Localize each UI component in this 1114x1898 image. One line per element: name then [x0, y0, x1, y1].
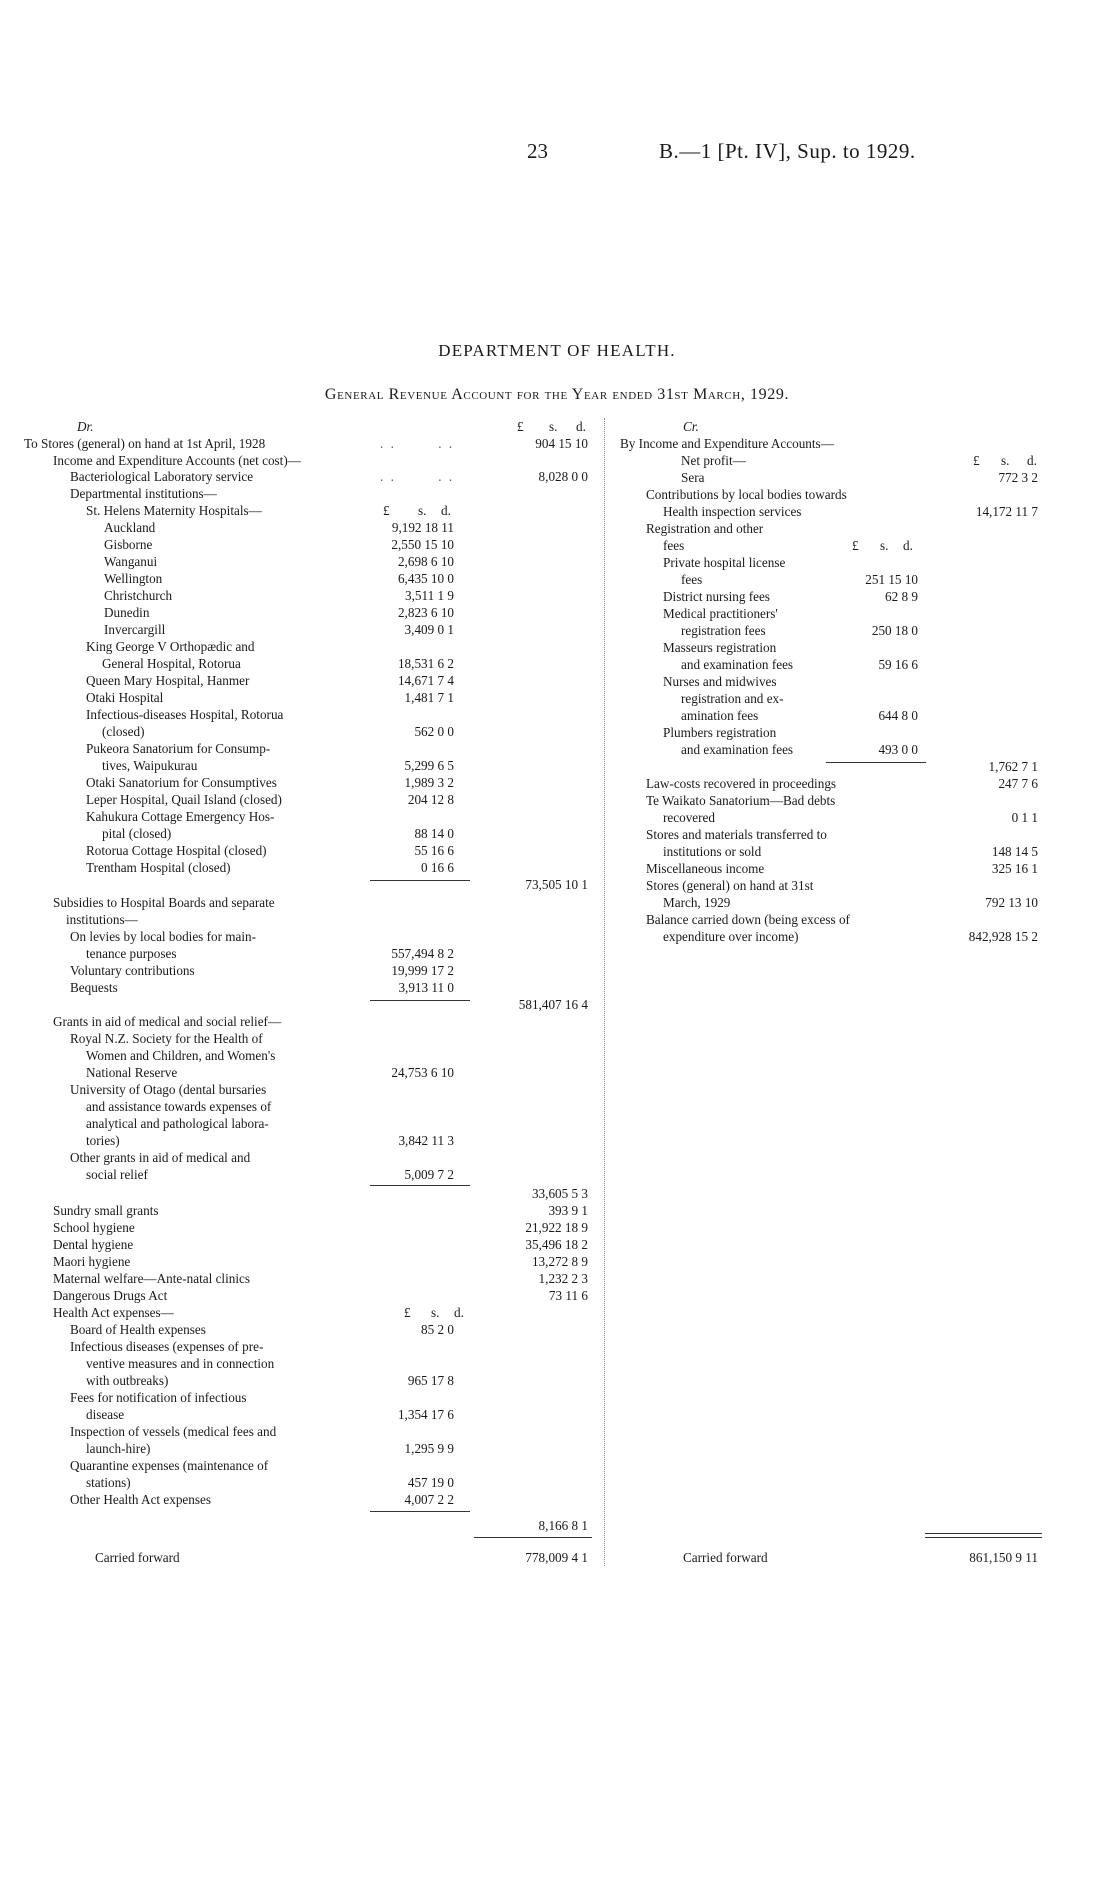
- maternity-amount: 3,511 1 9: [405, 588, 454, 603]
- contributions-label-cont: Health inspection services: [663, 504, 802, 519]
- vessel-inspection-amount: 1,295 9 9: [404, 1441, 454, 1456]
- nurses-label-cont: amination fees: [681, 708, 759, 723]
- te-waikato-label: Te Waikato Sanatorium—Bad debts: [646, 793, 836, 808]
- nurses-label-cont: registration and ex-: [681, 691, 784, 706]
- stores-transferred-amount: 148 14 5: [991, 844, 1038, 859]
- infectious-diseases-label-cont: with outbreaks): [86, 1373, 169, 1388]
- maori-hygiene-label: Maori hygiene: [53, 1254, 131, 1269]
- pukeora-amount: 5,299 6 5: [404, 758, 454, 773]
- balance-label-cont: expenditure over income): [663, 929, 799, 944]
- school-hygiene-amount: 21,922 18 9: [525, 1220, 588, 1235]
- medical-practitioners-amount: 250 18 0: [871, 623, 918, 638]
- royal-society-label-cont: Women and Children, and Women's: [86, 1048, 276, 1063]
- levies-amount: 557,494 8 2: [391, 946, 454, 961]
- outer-shilling-head: s.: [549, 419, 558, 434]
- debit-label: Dr.: [77, 419, 94, 434]
- school-hygiene-label: School hygiene: [53, 1220, 135, 1235]
- bequests-amount: 3,913 11 0: [398, 980, 454, 995]
- outer-pound-head: £: [973, 453, 980, 468]
- outer-shilling-head: s.: [1001, 453, 1010, 468]
- masseurs-label: Masseurs registration: [663, 640, 777, 655]
- other-grants-label-cont: social relief: [86, 1167, 148, 1182]
- carried-forward-label: Carried forward: [683, 1550, 768, 1565]
- sera-label: Sera: [681, 470, 705, 485]
- subsidies-heading-cont: institutions—: [66, 912, 138, 927]
- stores-on-hand-label-cont: March, 1929: [663, 895, 731, 910]
- outer-pence-head: d.: [576, 419, 586, 434]
- trentham-label: Trentham Hospital (closed): [86, 860, 231, 875]
- rotorua-cottage-amount: 55 16 6: [414, 843, 454, 858]
- st-helens-heading: St. Helens Maternity Hospitals—: [86, 503, 262, 518]
- bequests-label: Bequests: [70, 980, 118, 995]
- registration-total: 1,762 7 1: [988, 759, 1038, 774]
- quarantine-label: Quarantine expenses (maintenance of: [70, 1458, 269, 1473]
- infectious-hospital-label-cont: (closed): [102, 724, 145, 739]
- kahukura-amount: 88 14 0: [414, 826, 454, 841]
- other-health-act-label: Other Health Act expenses: [70, 1492, 211, 1507]
- contributions-label: Contributions by local bodies towards: [646, 487, 847, 502]
- plumbers-label-cont: and examination fees: [681, 742, 794, 757]
- queen-mary-label: Queen Mary Hospital, Hanmer: [86, 673, 250, 688]
- levies-label-cont: tenance purposes: [86, 946, 177, 961]
- royal-society-amount: 24,753 6 10: [391, 1065, 454, 1080]
- total-rule: [474, 1537, 592, 1538]
- king-george-amount: 18,531 6 2: [397, 656, 454, 671]
- maternal-welfare-amount: 1,232 2 3: [538, 1271, 588, 1286]
- inner-pound-head: £: [852, 538, 859, 553]
- other-health-act-amount: 4,007 2 2: [404, 1492, 454, 1507]
- leper-hospital-amount: 204 12 8: [407, 792, 454, 807]
- plumbers-amount: 493 0 0: [878, 742, 918, 757]
- maternity-amount: 6,435 10 0: [397, 571, 454, 586]
- carried-forward-label: Carried forward: [95, 1550, 180, 1565]
- voluntary-label: Voluntary contributions: [70, 963, 195, 978]
- notification-fees-label-cont: disease: [86, 1407, 125, 1422]
- maternity-amount: 2,698 6 10: [397, 554, 454, 569]
- outer-pound-head: £: [517, 419, 524, 434]
- dangerous-drugs-label: Dangerous Drugs Act: [53, 1288, 168, 1303]
- otago-label-cont: tories): [86, 1133, 120, 1148]
- net-profit-heading: Net profit—: [681, 453, 746, 468]
- inner-shilling-head: s.: [418, 503, 427, 518]
- nurses-amount: 644 8 0: [878, 708, 918, 723]
- royal-society-label-cont: National Reserve: [86, 1065, 178, 1080]
- dangerous-drugs-amount: 73 11 6: [548, 1288, 588, 1303]
- notification-fees-label: Fees for notification of infectious: [70, 1390, 247, 1405]
- other-grants-label: Other grants in aid of medical and: [70, 1150, 251, 1165]
- column-separator: [604, 418, 605, 1566]
- kahukura-label: Kahukura Cottage Emergency Hos-: [86, 809, 275, 824]
- grants-heading: Grants in aid of medical and social relief—: [53, 1014, 282, 1029]
- notification-fees-amount: 1,354 17 6: [397, 1407, 454, 1422]
- king-george-label: King George V Orthopædic and: [86, 639, 255, 654]
- board-of-health-amount: 85 2 0: [421, 1322, 454, 1337]
- stores-opening-label: To Stores (general) on hand at 1st April, 1928: [24, 436, 266, 451]
- total-rule: [925, 1533, 1042, 1534]
- private-hospital-label-cont: fees: [681, 572, 703, 587]
- contributions-amount: 14,172 11 7: [975, 504, 1038, 519]
- district-nursing-amount: 62 8 9: [885, 589, 918, 604]
- infectious-diseases-amount: 965 17 8: [407, 1373, 454, 1388]
- total-rule: [925, 1537, 1042, 1538]
- levies-label: On levies by local bodies for main-: [70, 929, 257, 944]
- income-expenditure-heading: Income and Expenditure Accounts (net cost)—: [53, 453, 301, 468]
- stores-on-hand-amount: 792 13 10: [985, 895, 1038, 910]
- page-number: 23: [527, 139, 548, 163]
- maternity-amount: 2,823 6 10: [397, 605, 454, 620]
- subtotal-rule: [370, 1185, 470, 1186]
- leader-dots: . . . .: [380, 436, 455, 451]
- pukeora-label-cont: tives, Waipukurau: [102, 758, 198, 773]
- medical-practitioners-label-cont: registration fees: [681, 623, 766, 638]
- stores-transferred-label: Stores and materials transferred to: [646, 827, 827, 842]
- carried-forward-amount: 861,150 9 11: [969, 1550, 1038, 1565]
- nurses-label: Nurses and midwives: [663, 674, 777, 689]
- sera-amount: 772 3 2: [998, 470, 1038, 485]
- district-nursing-label: District nursing fees: [663, 589, 770, 604]
- registration-heading: Registration and other: [646, 521, 764, 536]
- inner-pence-head: d.: [441, 503, 451, 518]
- outer-pence-head: d.: [1027, 453, 1037, 468]
- dental-hygiene-label: Dental hygiene: [53, 1237, 134, 1252]
- subsidies-total: 581,407 16 4: [518, 997, 588, 1012]
- maternity-item: Dunedin: [104, 605, 150, 620]
- inner-pound-head: £: [404, 1305, 411, 1320]
- inner-pound-head: £: [383, 503, 390, 518]
- maternity-item: Invercargill: [104, 622, 166, 637]
- health-act-heading: Health Act expenses—: [53, 1305, 174, 1320]
- private-hospital-amount: 251 15 10: [865, 572, 918, 587]
- otago-label-cont: and assistance towards expenses of: [86, 1099, 272, 1114]
- institutions-total: 73,505 10 1: [525, 877, 588, 892]
- vessel-inspection-label-cont: launch-hire): [86, 1441, 151, 1456]
- trentham-amount: 0 16 6: [421, 860, 454, 875]
- page-title: DEPARTMENT OF HEALTH.: [438, 341, 676, 360]
- maternity-item: Christchurch: [104, 588, 173, 603]
- law-costs-amount: 247 7 6: [998, 776, 1038, 791]
- kahukura-label-cont: pital (closed): [102, 826, 172, 841]
- balance-label: Balance carried down (being excess of: [646, 912, 850, 927]
- bacteriological-label: Bacteriological Laboratory service: [70, 469, 254, 484]
- otago-label: University of Otago (dental bursaries: [70, 1082, 267, 1097]
- miscellaneous-amount: 325 16 1: [991, 861, 1038, 876]
- registration-heading-cont: fees: [663, 538, 685, 553]
- otaki-hospital-label: Otaki Hospital: [86, 690, 164, 705]
- by-income-heading: By Income and Expenditure Accounts—: [620, 436, 834, 451]
- subsidies-heading: Subsidies to Hospital Boards and separate: [53, 895, 275, 910]
- inner-shilling-head: s.: [431, 1305, 440, 1320]
- maternity-item: Gisborne: [104, 537, 153, 552]
- maori-hygiene-amount: 13,272 8 9: [531, 1254, 588, 1269]
- maternity-item: Wanganui: [104, 554, 158, 569]
- maternity-amount: 3,409 0 1: [404, 622, 454, 637]
- miscellaneous-label: Miscellaneous income: [646, 861, 765, 876]
- board-of-health-label: Board of Health expenses: [70, 1322, 206, 1337]
- other-grants-amount: 5,009 7 2: [404, 1167, 454, 1182]
- stores-transferred-label-cont: institutions or sold: [663, 844, 762, 859]
- otaki-sanatorium-label: Otaki Sanatorium for Consumptives: [86, 775, 277, 790]
- account-subtitle: General Revenue Account for the Year ended 31st March, 1929.: [324, 386, 790, 403]
- otago-amount: 3,842 11 3: [398, 1133, 454, 1148]
- rotorua-cottage-label: Rotorua Cottage Hospital (closed): [86, 843, 267, 858]
- credit-label: Cr.: [683, 419, 699, 434]
- private-hospital-label: Private hospital license: [663, 555, 786, 570]
- pukeora-label: Pukeora Sanatorium for Consump-: [86, 741, 271, 756]
- masseurs-amount: 59 16 6: [878, 657, 918, 672]
- inner-pence-head: d.: [903, 538, 913, 553]
- inner-pence-head: d.: [454, 1305, 464, 1320]
- maternity-item: Wellington: [104, 571, 163, 586]
- quarantine-label-cont: stations): [86, 1475, 131, 1490]
- subtotal-rule: [370, 1511, 470, 1512]
- subtotal-rule: [370, 880, 470, 881]
- carried-forward-amount: 778,009 4 1: [525, 1550, 588, 1565]
- balance-amount: 842,928 15 2: [968, 929, 1038, 944]
- te-waikato-label-cont: recovered: [663, 810, 715, 825]
- king-george-label-cont: General Hospital, Rotorua: [102, 656, 241, 671]
- quarantine-amount: 457 19 0: [407, 1475, 454, 1490]
- infectious-diseases-label-cont: ventive measures and in connection: [86, 1356, 275, 1371]
- law-costs-label: Law-costs recovered in proceedings: [646, 776, 837, 791]
- vessel-inspection-label: Inspection of vessels (medical fees and: [70, 1424, 277, 1439]
- queen-mary-amount: 14,671 7 4: [397, 673, 454, 688]
- otago-label-cont: analytical and pathological labora-: [86, 1116, 269, 1131]
- departmental-institutions-heading: Departmental institutions—: [70, 486, 217, 501]
- te-waikato-amount: 0 1 1: [1011, 810, 1038, 825]
- maternity-amount: 9,192 18 11: [391, 520, 454, 535]
- plumbers-label: Plumbers registration: [663, 725, 777, 740]
- infectious-diseases-label: Infectious diseases (expenses of pre-: [70, 1339, 264, 1354]
- stores-opening-amount: 904 15 10: [535, 436, 588, 451]
- subtotal-rule: [826, 762, 926, 763]
- bacteriological-amount: 8,028 0 0: [538, 469, 588, 484]
- maternity-amount: 2,550 15 10: [391, 537, 454, 552]
- medical-practitioners-label: Medical practitioners': [663, 606, 778, 621]
- royal-society-label: Royal N.Z. Society for the Health of: [70, 1031, 263, 1046]
- stores-on-hand-label: Stores (general) on hand at 31st: [646, 878, 814, 893]
- inner-shilling-head: s.: [880, 538, 889, 553]
- dental-hygiene-amount: 35,496 18 2: [525, 1237, 588, 1252]
- leader-dots: . . . .: [380, 469, 455, 484]
- voluntary-amount: 19,999 17 2: [391, 963, 454, 978]
- maternal-welfare-label: Maternal welfare—Ante-natal clinics: [53, 1271, 250, 1286]
- grants-total: 33,605 5 3: [531, 1186, 588, 1201]
- health-act-total: 8,166 8 1: [538, 1518, 588, 1533]
- otaki-hospital-amount: 1,481 7 1: [404, 690, 454, 705]
- maternity-item: Auckland: [104, 520, 156, 535]
- leper-hospital-label: Leper Hospital, Quail Island (closed): [86, 792, 282, 807]
- infectious-hospital-amount: 562 0 0: [414, 724, 454, 739]
- masseurs-label-cont: and examination fees: [681, 657, 794, 672]
- sundry-label: Sundry small grants: [53, 1203, 159, 1218]
- otaki-sanatorium-amount: 1,989 3 2: [404, 775, 454, 790]
- infectious-hospital-label: Infectious-diseases Hospital, Rotorua: [86, 707, 284, 722]
- document-reference: B.—1 [Pt. IV], Sup. to 1929.: [659, 139, 916, 163]
- sundry-amount: 393 9 1: [548, 1203, 588, 1218]
- subtotal-rule: [370, 1000, 470, 1001]
